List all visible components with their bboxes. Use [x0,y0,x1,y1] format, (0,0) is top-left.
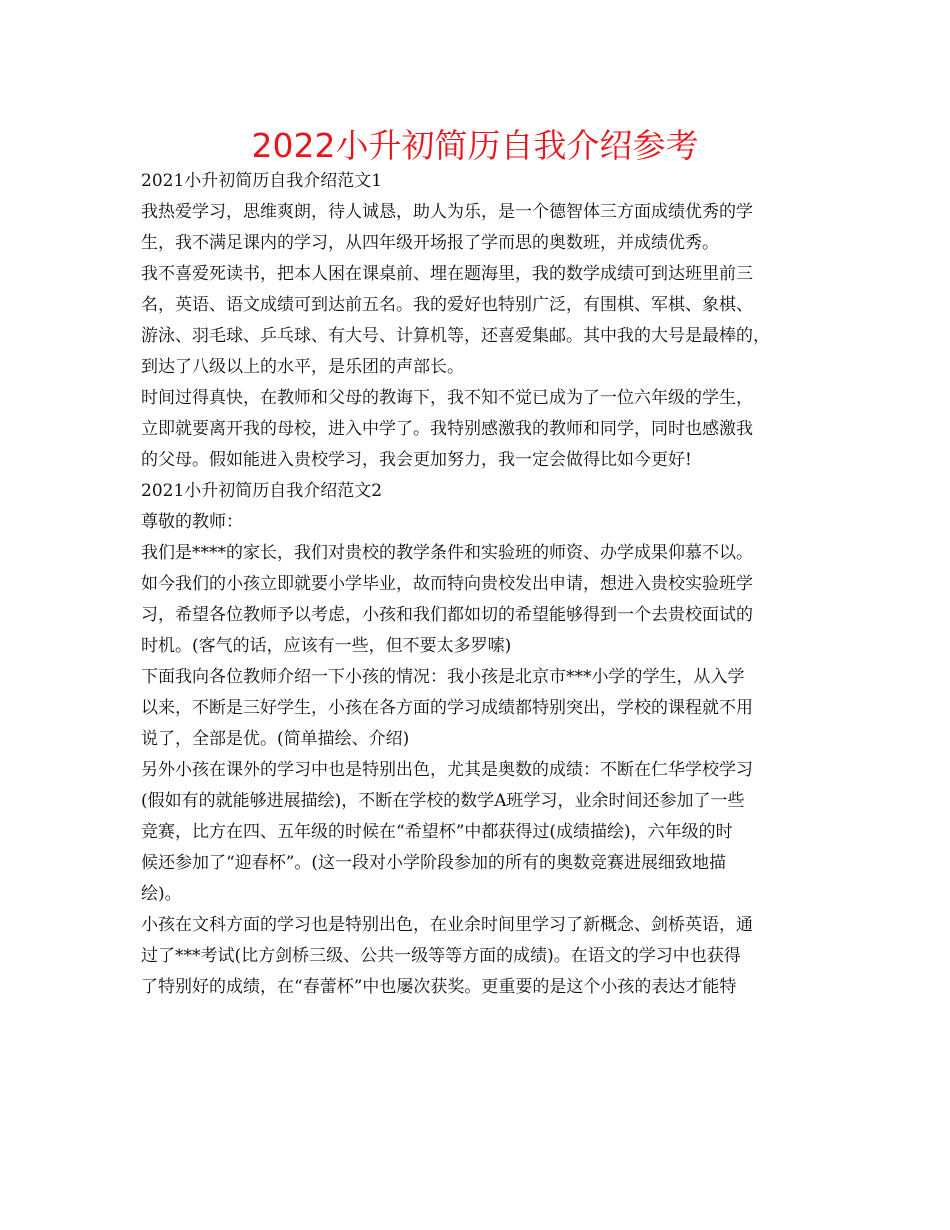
text-line: 另外小孩在课外的学习中也是特别出色，尤其是奥数的成绩：不断在仁华学校学习 [141,760,753,780]
text-line: 竞赛，比方在四、五年级的时候在“希望杯”中都获得过(成绩描绘)，六年级的时 [141,822,733,842]
text-line: 游泳、羽毛球、乒乓球、有大号、计算机等，还喜爱集邮。其中我的大号是最棒的， [141,326,770,346]
text-line: 立即就要离开我的母校，进入中学了。我特别感激我的教师和同学，同时也感激我 [141,419,753,439]
text-line: (假如有的就能够进展描绘)，不断在学校的数学A班学习，业余时间还参加了一些 [141,791,745,811]
text-line: 以来，不断是三好学生，小孩在各方面的学习成绩都特别突出，学校的课程就不用 [141,698,753,718]
text-line: 我不喜爱死读书，把本人困在课桌前、埋在题海里，我的数学成绩可到达班里前三 [141,264,753,284]
text-line: 我们是****的家长，我们对贵校的教学条件和实验班的师资、办学成果仰慕不以。 [141,543,753,563]
text-line: 小孩在文科方面的学习也是特别出色，在业余时间里学习了新概念、剑桥英语，通 [141,915,753,935]
text-line: 时机。(客气的话，应该有一些，但不要太多罗嗦) [141,636,512,656]
text-line: 2021小升初简历自我介绍范文2 [141,481,383,501]
text-line: 过了***考试(比方剑桥三级、公共一级等等方面的成绩)。在语文的学习中也获得 [141,946,741,966]
document-title: 2022小升初简历自我介绍参考 [251,126,699,165]
text-line: 时间过得真快，在教师和父母的教诲下，我不知不觉已成为了一位六年级的学生， [141,388,753,408]
text-line: 我热爱学习，思维爽朗，待人诚恳，助人为乐，是一个德智体三方面成绩优秀的学 [141,202,753,222]
text-line: 绘)。 [141,884,182,904]
text-line: 习，希望各位教师予以考虑，小孩和我们都如切的希望能够得到一个去贵校面试的 [141,605,753,625]
text-line: 了特别好的成绩，在“春蕾杯”中也屡次获奖。更重要的是这个小孩的表达才能特 [141,977,737,997]
document-body [141,166,831,1003]
text-line: 2021小升初简历自我介绍范文1 [141,171,383,191]
text-line: 生，我不满足课内的学习，从四年级开场报了学而思的奥数班，并成绩优秀。 [141,233,719,253]
text-line: 说了，全部是优。(简单描绘、介绍) [141,729,410,749]
text-line: 名，英语、语文成绩可到达前五名。我的爱好也特别广泛，有围棋、军棋、象棋、 [141,295,753,315]
text-line: 到达了八级以上的水平，是乐团的声部长。 [141,357,464,377]
text-line: 尊敬的教师： [141,512,243,532]
text-line: 的父母。假如能进入贵校学习，我会更加努力，我一定会做得比如今更好! [141,450,692,470]
text-line: 下面我向各位教师介绍一下小孩的情况：我小孩是北京市***小学的学生，从入学 [141,667,745,687]
text-line: 候还参加了“迎春杯”。(这一段对小学阶段参加的所有的奥数竞赛进展细致地描 [141,853,727,873]
text-line: 如今我们的小孩立即就要小学毕业，故而特向贵校发出申请，想进入贵校实验班学 [141,574,753,594]
